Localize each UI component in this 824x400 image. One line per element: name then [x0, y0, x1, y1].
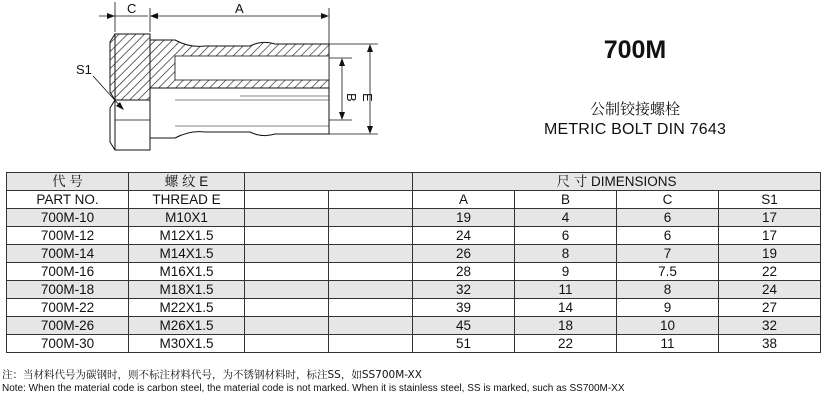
- bolt-head: [110, 34, 150, 150]
- dim-a-cell: 45: [413, 317, 515, 335]
- dim-c-cell: 6: [617, 227, 719, 245]
- note-en: Note: When the material code is carbon steel, the material code is not marked. When it is stainless steel, SS is marked, such as SS700M-XX: [2, 383, 625, 394]
- thread-cell: M22X1.5: [129, 299, 245, 317]
- part-no-cell: 700M-14: [7, 245, 129, 263]
- dimension-c: [99, 1, 158, 32]
- dim-b-cell: 18: [515, 317, 617, 335]
- col-s1: S1: [719, 191, 821, 209]
- dim-b-cell: 6: [515, 227, 617, 245]
- part-no-cell: 700M-22: [7, 299, 129, 317]
- blank-cell: [329, 317, 413, 335]
- table-row: [7, 317, 821, 335]
- dim-label-a: A: [235, 1, 244, 16]
- part-no-cell: 700M-26: [7, 317, 129, 335]
- spec-table: [6, 172, 821, 353]
- blank-cell: [245, 263, 329, 281]
- table-row: [7, 335, 821, 353]
- table-row: [7, 227, 821, 245]
- blank-cell: [329, 299, 413, 317]
- thread-cell: M10X1: [129, 209, 245, 227]
- dim-label-e: E: [360, 93, 375, 102]
- dim-a-cell: 26: [413, 245, 515, 263]
- dim-b-cell: 14: [515, 299, 617, 317]
- thread-cell: M26X1.5: [129, 317, 245, 335]
- dim-s1-cell: 17: [719, 209, 821, 227]
- blank-cell: [245, 335, 329, 353]
- blank-cell: [329, 191, 413, 209]
- dimension-b: [329, 58, 359, 120]
- blank-cell: [245, 191, 329, 209]
- dimension-e: [329, 44, 378, 134]
- blank-cell: [245, 227, 329, 245]
- dim-b-cell: 4: [515, 209, 617, 227]
- dim-s1-cell: 17: [719, 227, 821, 245]
- dim-label-c: C: [127, 1, 137, 16]
- dim-s1-cell: 32: [719, 317, 821, 335]
- dim-c-cell: 10: [617, 317, 719, 335]
- blank-cell: [245, 245, 329, 263]
- note-cn: 注：当材料代号为碳钢时，则不标注材料代号，为不锈钢材料时，标注SS，如SS700M-XX: [2, 369, 422, 381]
- thread-cell: M18X1.5: [129, 281, 245, 299]
- dim-b-cell: 11: [515, 281, 617, 299]
- dim-a-cell: 24: [413, 227, 515, 245]
- table-row: [7, 245, 821, 263]
- blank-cell: [245, 299, 329, 317]
- col-c: C: [617, 191, 719, 209]
- subtitle-en: METRIC BOLT DIN 7643: [543, 121, 727, 138]
- thread-cell: M16X1.5: [129, 263, 245, 281]
- part-no-cell: 700M-30: [7, 335, 129, 353]
- dim-a-cell: 51: [413, 335, 515, 353]
- part-no-cell: 700M-12: [7, 227, 129, 245]
- dim-s1-cell: 24: [719, 281, 821, 299]
- blank-cell: [245, 209, 329, 227]
- table-row: [7, 209, 821, 227]
- dim-label-b: B: [344, 93, 359, 102]
- dim-c-cell: 6: [617, 209, 719, 227]
- header-blank: [245, 173, 413, 191]
- col-thread-cn: 螺 纹 E: [129, 173, 245, 191]
- col-dimensions: 尺 寸 DIMENSIONS: [413, 173, 821, 191]
- table-row: [7, 281, 821, 299]
- blank-cell: [329, 335, 413, 353]
- dim-a-cell: 32: [413, 281, 515, 299]
- blank-cell: [329, 281, 413, 299]
- col-code-cn: 代 号: [7, 173, 129, 191]
- thread-cell: M30X1.5: [129, 335, 245, 353]
- table-row: [7, 299, 821, 317]
- col-b: B: [515, 191, 617, 209]
- header-row-2: [7, 191, 821, 209]
- dim-b-cell: 8: [515, 245, 617, 263]
- header-row-1: [7, 173, 821, 191]
- dim-b-cell: 22: [515, 335, 617, 353]
- bolt-drawing: [0, 0, 400, 165]
- col-thread-en: THREAD E: [129, 191, 245, 209]
- dim-s1-cell: 22: [719, 263, 821, 281]
- dim-a-cell: 28: [413, 263, 515, 281]
- blank-cell: [329, 227, 413, 245]
- dim-a-cell: 39: [413, 299, 515, 317]
- blank-cell: [245, 281, 329, 299]
- blank-cell: [329, 263, 413, 281]
- dim-s1-cell: 19: [719, 245, 821, 263]
- dim-s1-cell: 38: [719, 335, 821, 353]
- col-a: A: [413, 191, 515, 209]
- part-no-cell: 700M-18: [7, 281, 129, 299]
- thread-cell: M14X1.5: [129, 245, 245, 263]
- table-row: [7, 263, 821, 281]
- page-title: 700M: [603, 36, 667, 64]
- dim-c-cell: 7: [617, 245, 719, 263]
- blank-cell: [245, 317, 329, 335]
- dim-c-cell: 7.5: [617, 263, 719, 281]
- blank-cell: [329, 245, 413, 263]
- bolt-shank: [150, 40, 329, 138]
- dim-c-cell: 8: [617, 281, 719, 299]
- dim-c-cell: 9: [617, 299, 719, 317]
- thread-cell: M12X1.5: [129, 227, 245, 245]
- col-code-en: PART NO.: [7, 191, 129, 209]
- dim-label-s1: S1: [76, 62, 92, 77]
- blank-cell: [329, 209, 413, 227]
- dim-b-cell: 9: [515, 263, 617, 281]
- dim-c-cell: 11: [617, 335, 719, 353]
- dim-a-cell: 19: [413, 209, 515, 227]
- part-no-cell: 700M-10: [7, 209, 129, 227]
- dim-s1-cell: 27: [719, 299, 821, 317]
- subtitle-cn: 公制铰接螺栓: [589, 100, 680, 118]
- part-no-cell: 700M-16: [7, 263, 129, 281]
